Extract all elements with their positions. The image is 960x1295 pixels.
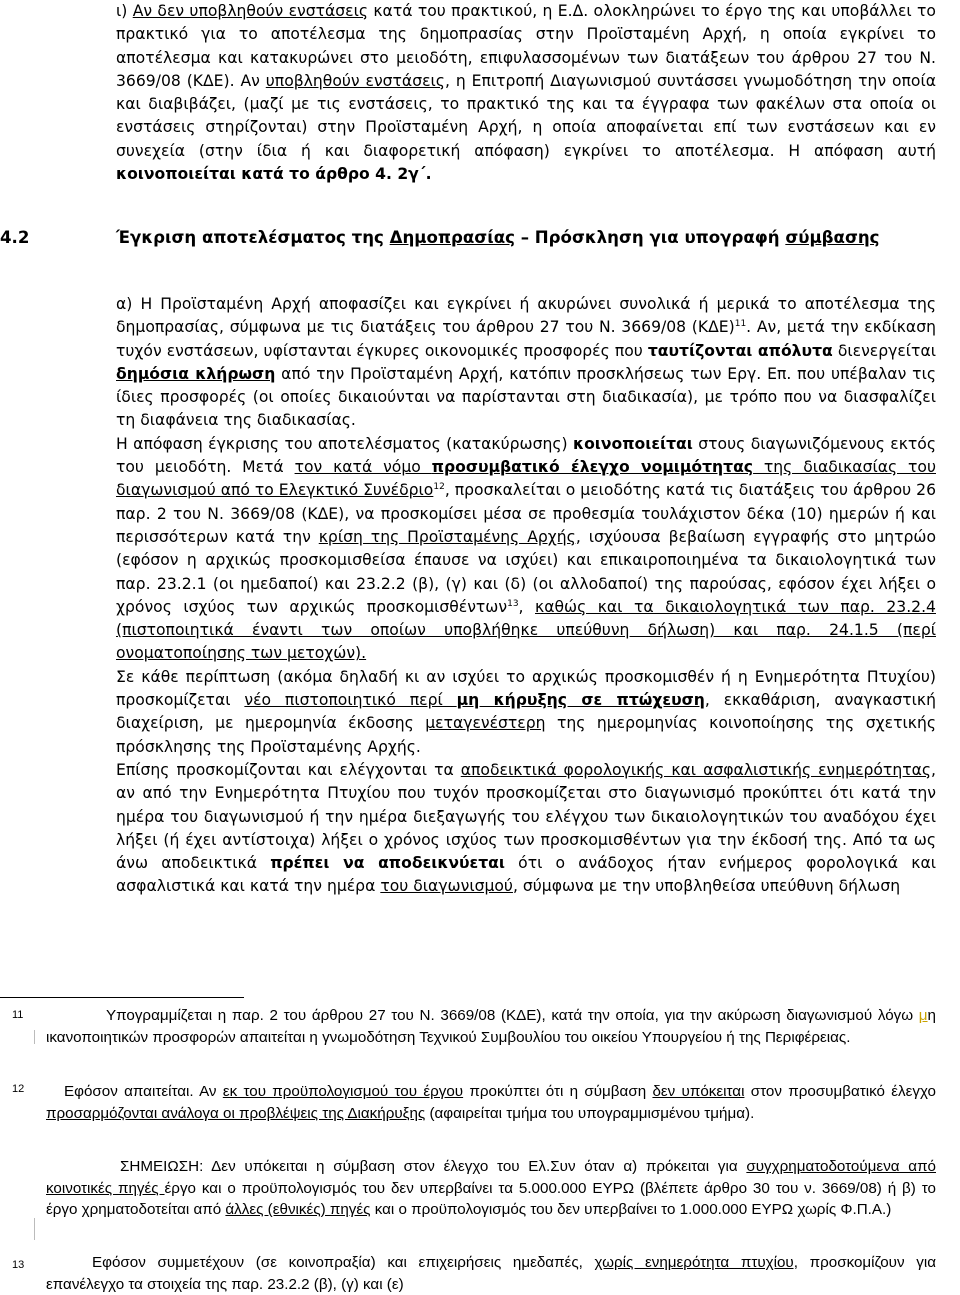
underlined-text: μ bbox=[918, 1007, 928, 1024]
text: Η απόφαση έγκρισης του αποτελέσματος (κατακύρωσης) bbox=[116, 434, 574, 453]
text: α) Η Προϊσταμένη Αρχή αποφασίζει και εγκρίνει ή ακυρώνει συνολικά ή μερικά το αποτέλεσμα της δημοπρασίας, σύμφωνα με τις διατάξεις του άρθρου 27 του Ν. 3669/08 (ΚΔΕ) bbox=[116, 295, 936, 337]
change-bar bbox=[34, 1218, 35, 1240]
text: , σύμφωνα με την υποβληθείσα υπεύθυνη δήλωση bbox=[512, 877, 901, 896]
text: προκύπτει ότι η σύμβαση bbox=[463, 1083, 653, 1100]
bold-underlined-text: μη κήρυξης σε πτώχευση bbox=[456, 691, 705, 710]
text: ι) bbox=[116, 2, 133, 20]
underlined-text: προσαρμόζονται ανάλογα οι προβλέψεις της Διακήρυξης bbox=[46, 1104, 426, 1122]
text: , η Επιτροπή Διαγωνισμού συντάσσει γνωμοδότηση την οποία και διαβιβάζει, (μαζί με τις ενστάσεις, το πρακτικό της και τα έγγραφα των φακέλων στα οποία οι ενστάσεις στηρίζονται) στην Προϊσταμένη Αρχή, η οποία αποφαίνεται επί των ενστάσεων και εν συνεχεία (στην ίδια ή και διαφορετική απόφαση) εγκρίνει το αποτέλεσμα. Η απόφαση αυτή bbox=[116, 71, 937, 160]
underlined-text: αποδεικτικά φορολογικής και ασφαλιστικής ενημερότητας bbox=[460, 760, 932, 779]
underlined-text: δεν υπόκειται bbox=[652, 1083, 745, 1100]
text: , εκκαθάριση, αναγκαστική διαχείριση, με ημερομηνία έκδοσης bbox=[116, 691, 936, 733]
footnote-number-13: 13 bbox=[12, 1259, 25, 1271]
text: στους διαγωνιζόμενους εκτός του μειοδότη. Μετά bbox=[116, 434, 937, 477]
paragraph-a bbox=[116, 293, 936, 433]
underlined-text: εκ του προϋπολογισμού του έργου bbox=[222, 1083, 464, 1100]
change-bar bbox=[34, 1030, 35, 1044]
bold-text: κοινοποιείται κατά το άρθρο 4. 2γ΄. bbox=[116, 165, 432, 184]
underlined-text: κρίση της Προϊσταμένης Αρχής bbox=[318, 527, 576, 546]
footnote-ref-13: 13 bbox=[507, 598, 519, 609]
section-number: 4.2 bbox=[0, 228, 30, 247]
text: η ικανοποιητικών προσφορών απαιτείται η γνωμοδότηση Τεχνικού Συμβουλίου του οικείου Υπουργείου ή της Περιφέρειας. bbox=[46, 1007, 936, 1046]
bold-text: ταυτίζονται απόλυτα bbox=[647, 341, 833, 360]
underlined-text: υποβληθούν ενστάσεις bbox=[265, 71, 445, 90]
text: και ο προϋπολογισμός του δεν υπερβαίνει το 1.000.000 ΕΥΡΩ χωρίς Φ.Π.Α.) bbox=[370, 1201, 892, 1218]
footnote-12 bbox=[46, 1081, 936, 1124]
underlined-text: Αν δεν υποβληθούν ενστάσεις bbox=[132, 2, 369, 20]
text: στον προσυμβατικό έλεγχο bbox=[744, 1083, 936, 1100]
text: από την Προϊσταμένη Αρχή, κατόπιν προσκλήσεως των Εργ. Επ. που υπέβαλαν τις ίδιες προσφορές (οι οποίες δικαιούνται να παρίστανται στη διαδικασία), με τρόπο που να διασφαλίζει τη διαφάνεια της διαδικασίας. bbox=[116, 364, 936, 430]
paragraph-b bbox=[116, 433, 936, 666]
body-section bbox=[116, 293, 936, 899]
underlined-text: της διαδικασίας του διαγωνισμού από το Ελεγκτικό Συνέδριο bbox=[116, 458, 936, 500]
underlined-text: του διαγωνισμού bbox=[380, 877, 513, 896]
text: Σε κάθε περίπτωση (ακόμα δηλαδή κι αν ισχύει το αρχικώς προσκομισθέν ή η Ενημερότητα Πτυχίου) προσκομίζεται bbox=[116, 667, 936, 710]
text: της ημερομηνίας κοινοποίησης της σχετικής πρόσκλησης της Προϊσταμένης Αρχής. bbox=[116, 714, 936, 756]
text: , αν από την Ενημερότητα Πτυχίου που τυχόν προσκομίζεται στο διαγωνισμό προκύπτει ότι κατά την ημέρα του διαγωνισμού ή την ημέρα διεξαγωγής του ελέγχου των δικαιολογητικών του αναδόχου έχει λήξει (ή έχει αντίστοιχα) λήξει ο χρόνος ισχύος των προσκομισθέντων για την έκδοσή της. Από τα ως άνω αποδεικτικά bbox=[116, 760, 936, 873]
footnote-13 bbox=[46, 1252, 936, 1295]
text: , bbox=[518, 597, 535, 616]
underlined-text: μεταγενέστερη bbox=[425, 714, 546, 733]
bold-text: πρέπει να αποδεικνύεται bbox=[270, 854, 505, 873]
footnote-11 bbox=[46, 1005, 936, 1048]
text: Επίσης προσκομίζονται και ελέγχονται τα bbox=[116, 760, 461, 779]
text: διενεργείται bbox=[832, 341, 936, 360]
heading-underlined: Δημοπρασίας bbox=[389, 228, 515, 247]
underlined-text: συγχρηματοδοτούμενα από κοινοτικές πηγές bbox=[46, 1158, 936, 1197]
text: (αφαιρείται τμήμα του υπογραμμισμένου τμήμα). bbox=[425, 1104, 755, 1122]
underlined-text: τον κατά νόμο bbox=[294, 458, 432, 477]
text: . Αν, μετά την εκδίκαση τυχόν ενστάσεων, υφίστανται έγκυρες οικονομικές προσφορές που bbox=[116, 318, 936, 360]
footnote-ref-12: 12 bbox=[433, 482, 445, 493]
section-heading bbox=[116, 226, 936, 250]
underlined-text: καθώς και τα δικαιολογητικά των παρ. 23.2.4 (πιστοποιητικά έναντι των οποίων υποβλήθηκε υπεύθυνη δήλωση) και παρ. 24.1.5 (περί ονοματοποίησης των μετοχών). bbox=[116, 597, 936, 663]
underlined-text: νέο πιστοποιητικό περί bbox=[244, 691, 457, 710]
text: Εφόσον συμμετέχουν (σε κοινοπραξία) και επιχειρήσεις ημεδαπές, bbox=[92, 1254, 595, 1271]
text: ότι ο ανάδοχος ήταν ενήμερος φορολογικά και ασφαλιστικά και κατά την ημέρα bbox=[116, 854, 936, 896]
footnote-note bbox=[46, 1156, 936, 1221]
bold-text: κοινοποιείται bbox=[573, 434, 693, 453]
footnote-separator bbox=[0, 997, 244, 998]
footnote-ref-11: 11 bbox=[734, 319, 747, 330]
bold-underlined-text: προσυμβατικό έλεγχο νομιμότητας bbox=[431, 458, 754, 477]
paragraph-c bbox=[116, 666, 936, 759]
underlined-text: χωρίς ενημερότητα πτυχίου, bbox=[594, 1254, 798, 1271]
footnote-number-11: 11 bbox=[12, 1009, 24, 1021]
text: Εφόσον απαιτείται. Αν bbox=[64, 1083, 223, 1100]
heading-underlined: σύμβασης bbox=[785, 228, 880, 247]
heading-text: Έγκριση αποτελέσματος της bbox=[116, 228, 390, 247]
footnote-number-12: 12 bbox=[12, 1083, 25, 1095]
text: , προσκαλείται ο μειοδότης κατά τις διατάξεις του άρθρου 26 παρ. 2 του Ν. 3669/08 (ΚΔΕ), να προσκομίσει μέσα σε προθεσμία τουλάχιστον δέκα (10) ημερών ή και περισσότερων κατά την bbox=[116, 481, 937, 546]
heading-text: – Πρόσκληση για υπογραφή bbox=[514, 228, 786, 247]
text: κατά του πρακτικού, η Ε.Δ. ολοκληρώνει το έργο της και υποβάλλει το πρακτικό για το αποτέλεσμα της δημοπρασίας στην Προϊσταμένη Αρχή, η οποία εγκρίνει το αποτέλεσμα και κατακυρώνει στο μειοδότη, επιφυλασσομένων των διατάξεων του άρθρου 27 του Ν. 3669/08 (ΚΔΕ). Αν bbox=[116, 2, 936, 90]
top-paragraph bbox=[116, 0, 936, 186]
text: , ισχύουσα βεβαίωση εγγραφής στο μητρώο (εφόσον η αρχικώς προσκομισθείσα έπαυσε να ισχύει) και επικαιροποιημένα τα δικαιολογητικά των παρ. 23.2.1 (οι ημεδαποί) και 23.2.2 (β), (γ) και (δ) (οι αλλοδαποί) της παρούσας, εφόσον έχει λήξει ο χρόνος ισχύος των αρχικώς προσκομισθέντων bbox=[116, 527, 936, 616]
bold-underlined-text: δημόσια κλήρωση bbox=[116, 364, 276, 383]
text: έργο και ο προϋπολογισμός του δεν υπερβαίνει τα 5.000.000 ΕΥΡΩ (βλέπετε άρθρο 30 του ν. 3669/08) ή β) το έργο χρηματοδοτείται από bbox=[46, 1179, 936, 1218]
text: ΣΗΜΕΙΩΣΗ: Δεν υπόκειται η σύμβαση στον έλεγχο του Ελ.Συν όταν α) πρόκειται για bbox=[120, 1158, 747, 1175]
text: Υπογραμμίζεται η παρ. 2 του άρθρου 27 του Ν. 3669/08 (ΚΔΕ), κατά την οποία, για την ακύρωση διαγωνισμού λόγω bbox=[106, 1007, 919, 1024]
underlined-text: άλλες (εθνικές) πηγές bbox=[225, 1201, 371, 1218]
paragraph-d bbox=[116, 759, 936, 899]
text: προσκομίζουν για επανέλεγχο τα στοιχεία της παρ. 23.2.2 (β), (γ) και (ε) bbox=[46, 1254, 936, 1293]
